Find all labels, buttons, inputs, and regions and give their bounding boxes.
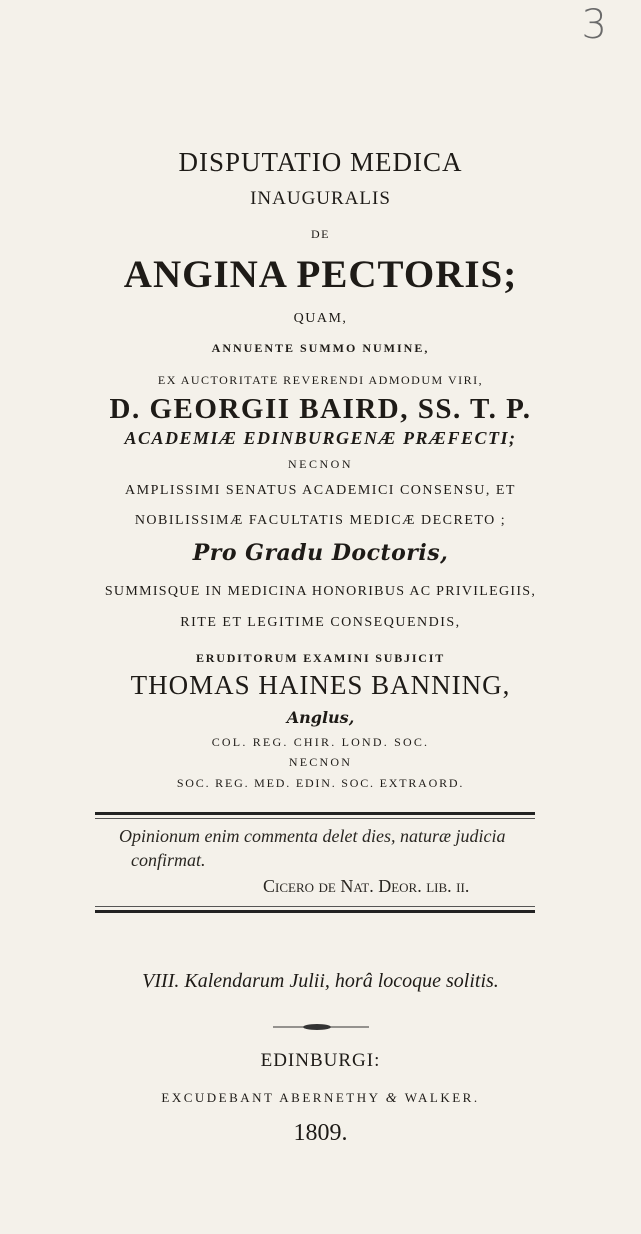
college-line: COL. REG. CHIR. LOND. SOC. (211, 735, 430, 749)
main-title: ANGINA PECTORIS; (123, 253, 518, 296)
degree-line: Pro Gradu Doctoris, (192, 540, 449, 566)
page-number: 3 (581, 2, 607, 48)
rule-top-thin (95, 818, 535, 819)
facultatis-line: NOBILISSIMÆ FACULTATIS MEDICÆ DECRETO ; (134, 513, 507, 528)
author-name: THOMAS HAINES BANNING, (130, 670, 511, 700)
date-line: VIII. Kalendarum Julii, horâ locoque solitis. (142, 970, 499, 992)
ampersand: & (385, 1091, 400, 1106)
epigraph-citation: Cicero de Nat. Deor. lib. ii. (263, 876, 470, 896)
epigraph-line-2: confirmat. (131, 850, 206, 870)
society-line: SOC. REG. MED. EDIN. SOC. EXTRAORD. (176, 776, 465, 790)
examini-line: ERUDITORUM EXAMINI SUBJICIT (195, 651, 446, 665)
title-line-3: DE (311, 227, 330, 241)
rule-bottom-thick (95, 910, 535, 913)
rule-bottom-thin (95, 906, 535, 907)
printer-names-1: EXCUDEBANT ABERNETHY (161, 1090, 381, 1105)
imprint-city: EDINBURGI: (260, 1050, 381, 1071)
rector-name: D. GEORGII BAIRD, SS. T. P. (109, 393, 532, 425)
rite-line: RITE ET LEGITIME CONSEQUENDIS, (180, 615, 461, 630)
annuente-line: ANNUENTE SUMMO NUMINE, (211, 341, 430, 355)
imprint-printer (0, 1090, 641, 1107)
quam-line: QUAM, (293, 311, 348, 326)
honoribus-line: SUMMISQUE IN MEDICINA HONORIBUS AC PRIVILEGIIS, (104, 584, 537, 599)
ornament-rule-icon (273, 1023, 369, 1031)
title-line-1: DISPUTATIO MEDICA (178, 147, 463, 177)
senatus-line: AMPLISSIMI SENATUS ACADEMICI CONSENSU, ET (125, 483, 516, 498)
printer-names-2: WALKER. (404, 1090, 480, 1105)
title-line-2: INAUGURALIS (250, 188, 391, 209)
auctoritate-line: EX AUCTORITATE REVERENDI ADMODUM VIRI, (157, 373, 484, 387)
necnon-line-1: NECNON (288, 457, 353, 471)
necnon-line-2: NECNON (288, 755, 353, 769)
imprint-year: 1809. (293, 1120, 348, 1146)
epigraph-line-1: Opinionum enim commenta delet dies, naturæ judicia (119, 826, 506, 846)
nationality-line: Anglus, (286, 708, 355, 727)
rule-top-thick (95, 812, 535, 815)
academy-line: ACADEMIÆ EDINBURGENÆ PRÆFECTI; (124, 428, 517, 448)
